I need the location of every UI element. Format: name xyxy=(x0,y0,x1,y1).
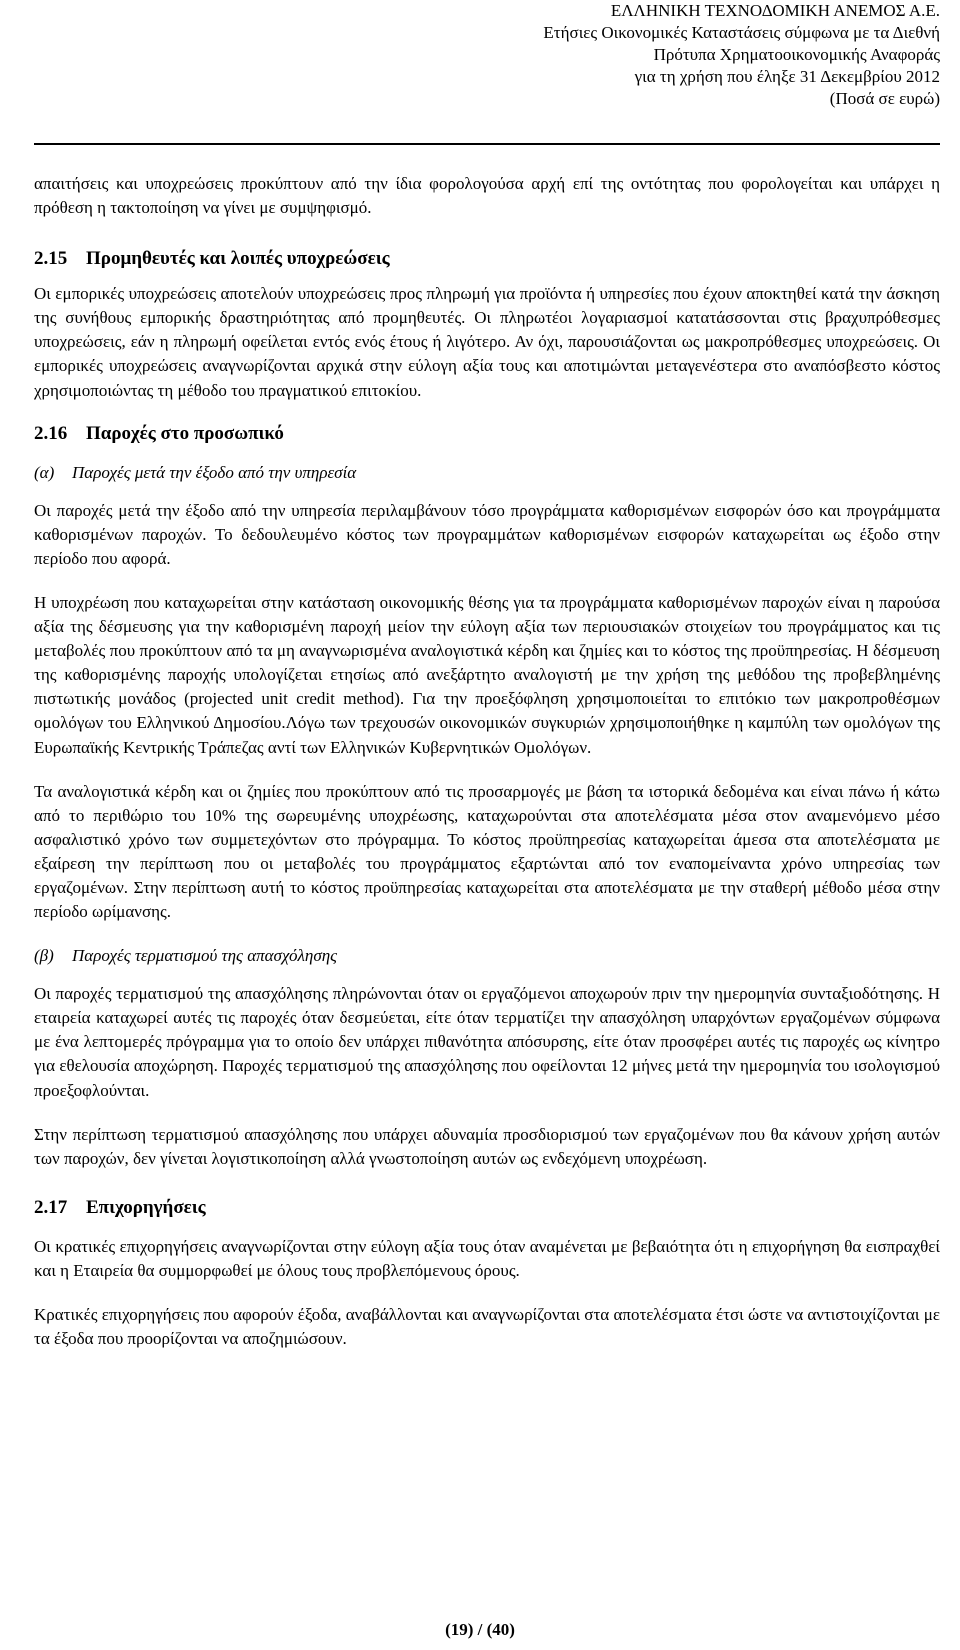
section-2-17-heading xyxy=(34,1195,940,1221)
subsection-label: (β) xyxy=(34,946,54,966)
subsection-a-heading xyxy=(34,461,940,485)
section-2-16-heading xyxy=(34,421,940,447)
section-title: Παροχές στο προσωπικό xyxy=(86,422,284,444)
section-title: Επιχορηγήσεις xyxy=(86,1196,206,1218)
report-title-line: Ετήσιες Οικονομικές Καταστάσεις σύμφωνα με τα Διεθνή xyxy=(543,23,940,42)
section-number: 2.15 xyxy=(34,248,68,270)
subsection-a-paragraph-2: Η υποχρέωση που καταχωρείται στην κατάσταση οικονομικής θέσης για τα προγράμματα καθορισμένων παροχών είναι η παρούσα αξία της δέσμευσης για την καθορισμένη παροχή μείον την εύλογη αξία των περιουσιακών στοιχείων του προγράμματος και τις μεταβολές που προκύπτουν από τα μη αναγνωρισμένα αναλογιστικά κέρδη και ζημίες και το κόστος της προϋπηρεσίας. Η δέσμευση της καθορισμένης παροχής υπολογίζεται ετησίως από ανεξάρτητο αναλογιστή με την χρήση της μεθόδου της προβεβλημένης πιστωτικής μονάδος (projected unit credit method). Για την προεξόφληση χρησιμοποιείται το επιτόκιο των μακροπροθέσμων ομολόγων του Ελληνικού Δημοσίου.Λόγω των τρεχουσών οικονομικών συγκυριών χρησιμοποιήθηκε η καμπύλη των ομολόγων της Ευρωπαϊκής Κεντρικής Τράπεζας αντί των Ελληνικών Κυβερνητικών Ομολόγων. xyxy=(34,592,940,757)
section-number: 2.17 xyxy=(34,1196,68,1218)
company-name: ΕΛΛΗΝΙΚΗ ΤΕΧΝΟΔΟΜΙΚΗ ΑΝΕΜΟΣ Α.Ε. xyxy=(610,1,940,20)
report-period-line: για τη χρήση που έληξε 31 Δεκεμβρίου 2012 xyxy=(634,67,940,86)
section-2-15-paragraph: Οι εμπορικές υποχρεώσεις αποτελούν υποχρεώσεις προς πληρωμή για προϊόντα ή υπηρεσίες που έχουν αποκτηθεί κατά την άσκηση της συνήθους εμπορικής δραστηριότητας από προμηθευτές. Οι πληρωτέοι λογαριασμοί κατατάσσονται στις βραχυπρόθεσμες υποχρεώσεις, εάν η πληρωμή οφείλεται εντός ενός έτους ή λιγότερο. Αν όχι, παρουσιάζονται ως μακροπρόθεσμες υποχρεώσεις. Οι εμπορικές υποχρεώσεις αναγνωρίζονται αρχικά στην εύλογη αξία τους και αποτιμώνται μεταγενέστερα στο αναπόσβεστο κόστος χρησιμοποιώντας τη μέθοδο του πραγματικού επιτοκίου. xyxy=(34,284,940,400)
document-body xyxy=(34,172,940,1351)
subsection-b-heading xyxy=(34,944,940,968)
subsection-a-paragraph-1: Οι παροχές μετά την έξοδο από την υπηρεσία περιλαμβάνουν τόσο προγράμματα καθορισμένων εισφορών όσο και προγράμματα καθορισμένων παροχών. Το δεδουλευμένο κόστος των προγραμμάτων καθορισμένων εισφορών καταχωρείται ως έξοδο στην περίοδο που αφορά. xyxy=(34,500,940,568)
subsection-b-paragraph-2: Στην περίπτωση τερματισμού απασχόλησης που υπάρχει αδυναμία προσδιορισμού των εργαζομένων που θα κάνουν χρήση αυτών των παροχών, δεν γίνεται λογιστικοποίηση αλλά γνωστοποίηση αυτών ως ενδεχόμενη υποχρέωση. xyxy=(34,1124,940,1168)
subsection-label: (α) xyxy=(34,462,55,482)
currency-note: (Ποσά σε ευρώ) xyxy=(829,89,940,108)
section-2-17-paragraph-2: Κρατικές επιχορηγήσεις που αφορούν έξοδα, αναβάλλονται και αναγνωρίζονται στα αποτελέσματα έτσι ώστε να αντιστοιχίζονται με τα έξοδα που προορίζονται να αποζημιώσουν. xyxy=(34,1305,940,1349)
section-2-15-heading xyxy=(34,246,940,272)
subsection-b-paragraph-1: Οι παροχές τερματισμού της απασχόλησης πληρώνονται όταν οι εργαζόμενοι αποχωρούν πριν την ημερομηνία συνταξιοδότησης. Η εταιρεία καταχωρεί αυτές τις παροχές όταν δεσμεύεται, είτε όταν τερματίζει την απασχόληση υπαρχόντων εργαζομένων σύμφωνα με ένα λεπτομερές πρόγραμμα για το οποίο δεν υπάρχει πιθανότητα απόσυρσης, είτε όταν προσφέρει αυτές τις παροχές ως κίνητρο για εθελουσία αποχώρηση. Παροχές τερματισμού της απασχόλησης που οφείλονται 12 μήνες μετά την ημερομηνία του ισολογισμού προεξοφλούνται. xyxy=(34,984,940,1100)
header-divider xyxy=(34,143,940,145)
page-number: (19) / (40) xyxy=(445,1620,515,1639)
intro-paragraph: απαιτήσεις και υποχρεώσεις προκύπτουν από την ίδια φορολογούσα αρχή επί της οντότητας που φορολογείται και υπάρχει η πρόθεση η τακτοποίηση να γίνει με συμψηφισμό. xyxy=(34,174,940,218)
report-standard-line: Πρότυπα Χρηματοοικονομικής Αναφοράς xyxy=(653,45,940,64)
subsection-title: Παροχές τερματισμού της απασχόλησης xyxy=(72,946,338,966)
subsection-title: Παροχές μετά την έξοδο από την υπηρεσία xyxy=(72,462,357,482)
subsection-a-paragraph-3: Τα αναλογιστικά κέρδη και οι ζημίες που προκύπτουν από τις προσαρμογές με βάση τα ιστορικά δεδομένα και είναι πάνω ή κάτω από το περιθώριο του 10% της σωρευμένης υποχρέωσης, καταχωρούνται στα αποτελέσματα μέσα στον αναμενόμενο μέσο ασφαλιστικό χρόνο των συμμετεχόντων στο πρόγραμμα. Το κόστος προϋπηρεσίας καταχωρείται άμεσα στα αποτελέσματα με εξαίρεση την περίπτωση που οι μεταβολές του προγράμματος εξαρτώνται από τον εναπομείναντα χρόνο υπηρεσίας των εργαζομένων. Στην περίπτωση αυτή το κόστος προϋπηρεσίας καταχωρείται στα αποτελέσματα με την σταθερή μέθοδο μέσα στην περίοδο ωρίμανσης. xyxy=(34,781,940,922)
section-2-17-paragraph-1: Οι κρατικές επιχορηγήσεις αναγνωρίζονται στην εύλογη αξία τους όταν αναμένεται με βεβαιότητα ότι η επιχορήγηση θα εισπραχθεί και η Εταιρεία θα συμμορφωθεί με όλους τους προβλεπόμενους όρους. xyxy=(34,1236,940,1280)
section-title: Προμηθευτές και λοιπές υποχρεώσεις xyxy=(86,248,390,270)
page-header xyxy=(40,0,940,110)
section-number: 2.16 xyxy=(34,422,68,444)
